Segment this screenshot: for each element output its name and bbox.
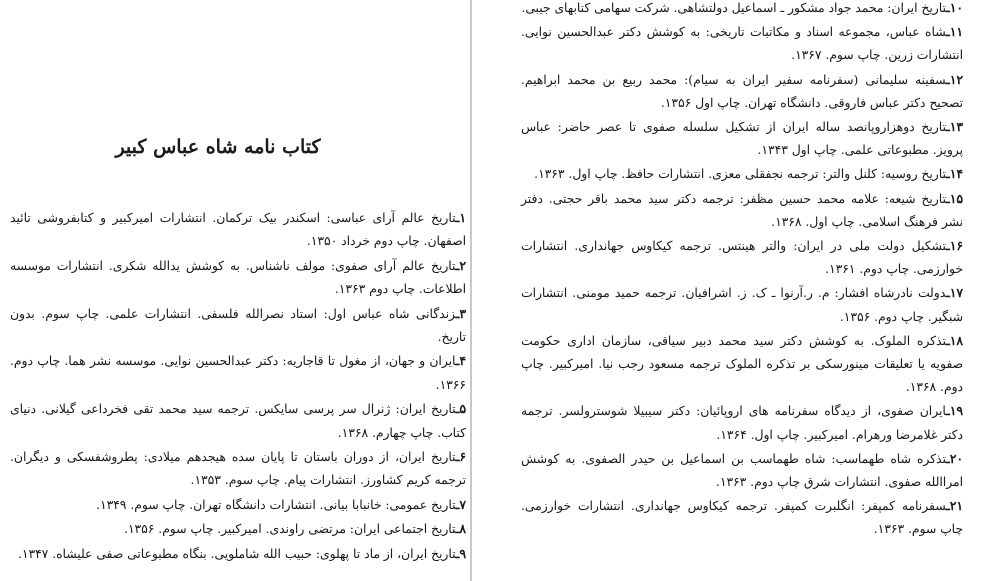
bibliography-entry — [10, 542, 466, 566]
entry-number: ۱۴ـ — [946, 166, 963, 182]
entry-number: ۱۸ـ — [946, 332, 963, 348]
entry-text: تاریخ عالم آرای صفوی: مولف ناشناس. به کوشش یدالله شکری. انتشارات موسسه اطلاعات. چاپ دوم ۱۳۶۳. — [10, 258, 466, 297]
entry-text: تشکیل دولت ملی در ایران: والتر هینتس. ترجمه کیکاوس جهانداری. انتشارات خوارزمی. چاپ دوم. ۱۳۶۱. — [521, 239, 963, 277]
entry-text: شاه عباس، مجموعه اسناد و مکاتبات تاریخی: به کوشش دکتر عبدالحسین نوایی. انتشارات زرین. چاپ سوم. ۱۳۶۷. — [521, 25, 963, 63]
entry-number: ۱۰ـ — [946, 0, 963, 15]
entry-number: ۲ـ — [455, 257, 466, 273]
entry-number: ۱۷ـ — [946, 285, 963, 301]
entry-number: ۱۹ـ — [946, 403, 963, 419]
entry-number: ۱۳ـ — [946, 119, 963, 135]
entry-number: ۱۶ـ — [946, 238, 963, 254]
entry-number: ۱۱ـ — [946, 24, 963, 40]
bibliography-entry — [521, 20, 963, 67]
entry-text: تاریخ ایران، از ماد تا پهلوی: حبیب الله شاملویی. بنگاه مطبوعاتی صفی علیشاه. ۱۳۴۷. — [17, 546, 456, 561]
entry-number: ۹ـ — [455, 545, 466, 561]
entry-text: تاریخ روسیه: کلنل والتر: ترجمه نجفقلی معزی. انتشارات حافظ. چاپ اول. ۱۳۶۳. — [534, 167, 947, 182]
bibliography-entry — [521, 0, 963, 20]
bibliography-list-right — [521, 0, 963, 542]
entry-text: سفینه سلیمانی (سفرنامه سفیر ایران به سیام): محمد ربیع بن محمد ابراهیم. تصحیح دکتر عباس فاروقی. دانشگاه تهران. چاپ اول ۱۳۵۶. — [521, 72, 963, 110]
entry-text: سفرنامه کمپفر: انگلبرت کمپفر. ترجمه کیکاوس جهانداری. انتشارات خوارزمی. چاپ سوم. ۱۳۶۳. — [521, 499, 963, 537]
bibliography-entry — [10, 254, 466, 302]
bibliography-entry — [10, 493, 466, 517]
entry-text: ایران صفوی، از دیدگاه سفرنامه های اروپائیان: دکتر سیبیلا شوسترولسر. ترجمه دکتر غلامرضا ورهرام. امیرکبیر. چاپ اول. ۱۳۶۴. — [521, 404, 963, 442]
right-page — [473, 0, 981, 581]
entry-text: تاریخ عمومی: خانبابا بیانی. انتشارات دانشگاه تهران. چاپ سوم. ۱۳۴۹. — [96, 497, 456, 512]
entry-text: تاریخ شیعه: علامه محمد حسین مظفر: ترجمه دکتر سید محمد باقر حجتی. دفتر نشر فرهنگ اسلامی. چاپ اول. ۱۳۶۸. — [521, 191, 963, 229]
page-gutter-divider — [470, 0, 472, 581]
entry-number: ۷ـ — [455, 496, 466, 512]
bibliography-entry — [521, 162, 963, 186]
entry-number: ۲۱ـ — [946, 498, 963, 514]
bibliography-entry — [10, 349, 466, 397]
page-title: کتاب نامه شاه عباس کبیر — [115, 136, 321, 158]
entry-text: تذکره الملوک. به کوشش دکتر سید محمد دبیر سیاقی، سازمان اداری حکومت صفویه یا تعلیقات مینورسکی بر تذکره الملوک ترجمه مسعود رجب نیا. امیرکبیر. چاپ دوم. ۱۳۶۸. — [521, 333, 963, 395]
bibliography-entry — [521, 115, 963, 162]
entry-number: ۸ـ — [455, 521, 466, 537]
entry-number: ۴ـ — [455, 353, 466, 369]
entry-number: ۲۰ـ — [946, 450, 963, 466]
entry-text: تاریخ عالم آرای عباسی: اسکندر بیک ترکمان. انتشارات امیرکبیر و کتابفروشی تائید اصفهان. چاپ دوم خرداد ۱۳۵۰. — [10, 211, 466, 249]
entry-text: تاریخ اجتماعی ایران: مرتضی راوندی. امیرکبیر. چاپ سوم. ۱۳۵۶. — [124, 522, 456, 537]
entry-text: تاریخ دوهزاروپانصد ساله ایران از تشکیل سلسله صفوی تا عصر حاضر: عباس پرویز. مطبوعاتی علمی. چاپ اول ۱۳۴۳. — [521, 120, 963, 158]
entry-text: تاریخ ایران، از دوران باستان تا پایان سده هیجدهم میلادی: پطروشفسکی و دیگران. ترجمه کریم کشاورز. انتشارات پیام. چاپ سوم. ۱۳۵۳. — [10, 450, 466, 488]
entry-number: ۱۲ـ — [946, 71, 963, 87]
entry-text: تذکره شاه طهماسب: شاه طهماسب بن اسماعیل بن حیدر الصفوی. به کوشش امراالله صفوی. انتشارات شرق چاپ دوم. ۱۳۶۳. — [521, 451, 963, 490]
bibliography-entry — [521, 329, 963, 400]
entry-number: ۶ـ — [455, 449, 466, 465]
bibliography-entry — [521, 399, 963, 446]
bibliography-entry — [521, 281, 963, 328]
entry-number: ۳ـ — [455, 305, 466, 321]
bibliography-entry — [10, 206, 466, 254]
bibliography-entry — [10, 445, 466, 493]
entry-text: دولت نادرشاه افشار: م. ر.آرنوا ـ ک. ز. اشرافیان. ترجمه حمید مومنی. انتشارات شبگیر. چاپ دوم. ۱۳۵۶. — [521, 286, 963, 324]
entry-text: ایران و جهان، از مغول تا قاجاریه: دکتر عبدالحسین نوایی. موسسه نشر هما. چاپ دوم. ۱۳۶۶. — [10, 354, 466, 392]
entry-text: تاریخ ایران: ژنرال سر پرسی سایکس. ترجمه سید محمد تقی فخرداعی گیلانی. دنیای کتاب. چاپ چهارم. ۱۳۶۸. — [10, 402, 466, 440]
entry-number: ۱۵ـ — [946, 190, 963, 206]
bibliography-entry — [10, 397, 466, 445]
bibliography-entry — [521, 68, 963, 115]
bibliography-entry — [521, 187, 963, 234]
entry-text: تاریخ ایران: محمد جواد مشکور ـ اسماعیل دولتشاهی. شرکت سهامی کتابهای جیبی. — [521, 1, 947, 15]
bibliography-entry — [521, 494, 963, 541]
bibliography-list-left — [10, 206, 466, 566]
bibliography-entry — [10, 517, 466, 541]
bibliography-entry — [521, 447, 963, 494]
entry-text: زندگانی شاه عباس اول: استاد نصرالله فلسفی. انتشارات علمی. چاپ سوم. بدون تاریخ. — [10, 306, 466, 345]
bibliography-entry — [521, 234, 963, 281]
entry-number: ۱ـ — [455, 210, 466, 225]
left-page — [0, 0, 470, 581]
entry-number: ۵ـ — [455, 401, 466, 417]
bibliography-entry — [10, 302, 466, 350]
